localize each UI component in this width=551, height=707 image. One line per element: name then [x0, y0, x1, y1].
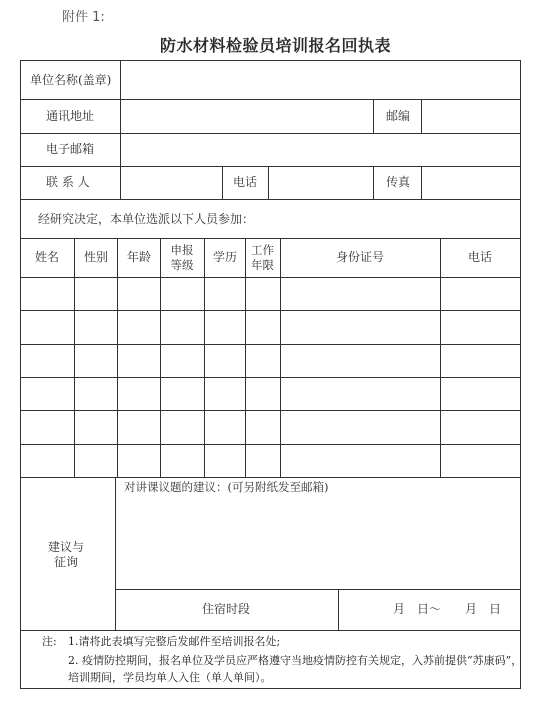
col-divider	[245, 238, 246, 477]
row-divider	[115, 589, 521, 590]
row-divider	[20, 166, 521, 167]
row-divider	[20, 133, 521, 134]
row-divider	[20, 477, 521, 478]
col-divider	[160, 238, 161, 477]
row-divider	[20, 199, 521, 200]
column-header-education: 学历	[213, 250, 238, 264]
row-divider	[20, 238, 521, 239]
row-divider	[20, 344, 521, 345]
row-divider	[20, 99, 521, 100]
form-table	[20, 60, 521, 689]
col-divider	[373, 99, 374, 133]
col-divider	[421, 99, 422, 133]
col-divider	[74, 238, 75, 477]
col-divider	[115, 477, 116, 630]
org-name-label: 单位名称(盖章)	[30, 73, 112, 87]
col-divider	[373, 166, 374, 199]
form-title: 防水材料检验员培训报名回执表	[159, 36, 391, 55]
col-divider	[338, 589, 339, 630]
column-header-phone: 电话	[468, 250, 493, 264]
column-header-age: 年龄	[127, 250, 152, 264]
note-item-2: 2. 疫情防控期间，报名单位及学员应严格遵守当地疫情防控有关规定，入苏前提供“苏康码”，	[68, 654, 523, 667]
attachment-label: 附件 1:	[62, 10, 105, 25]
column-header-years: 工作年限	[251, 243, 274, 272]
col-divider	[120, 60, 121, 199]
col-divider	[117, 238, 118, 477]
note-item-3: 培训期间，学员均单人入住（单人单间）。	[68, 671, 272, 684]
col-divider	[268, 166, 269, 199]
row-divider	[20, 630, 521, 631]
contact-label: 联 系 人	[46, 175, 90, 189]
col-divider	[222, 166, 223, 199]
address-label: 通讯地址	[46, 109, 95, 123]
col-divider	[421, 166, 422, 199]
col-divider	[280, 238, 281, 477]
row-divider	[20, 444, 521, 445]
phone-label: 电话	[233, 175, 258, 189]
column-header-gender: 性别	[84, 250, 109, 264]
selection-statement: 经研究决定，本单位选派以下人员参加：	[38, 212, 255, 226]
feedback-label: 建议与征询	[47, 540, 84, 569]
column-header-name: 姓名	[35, 250, 60, 264]
column-header-level: 申报等级	[170, 243, 194, 272]
row-divider	[20, 277, 521, 278]
row-divider	[20, 377, 521, 378]
lodging-label: 住宿时段	[202, 602, 251, 616]
column-header-id-number: 身份证号	[336, 250, 385, 264]
notes-prefix: 注:	[42, 635, 57, 648]
row-divider	[20, 410, 521, 411]
col-divider	[440, 238, 441, 477]
postcode-label: 邮编	[386, 109, 411, 123]
note-item-1: 1.请将此表填写完整后发邮件至培训报名处;	[68, 635, 281, 648]
row-divider	[20, 310, 521, 311]
fax-label: 传真	[386, 175, 411, 189]
lodging-dates: 月 日～ 月 日	[393, 602, 502, 616]
feedback-prompt: 对讲课议题的建议：(可另附纸发至邮箱)	[124, 480, 329, 494]
col-divider	[204, 238, 205, 477]
email-label: 电子邮箱	[46, 142, 95, 156]
